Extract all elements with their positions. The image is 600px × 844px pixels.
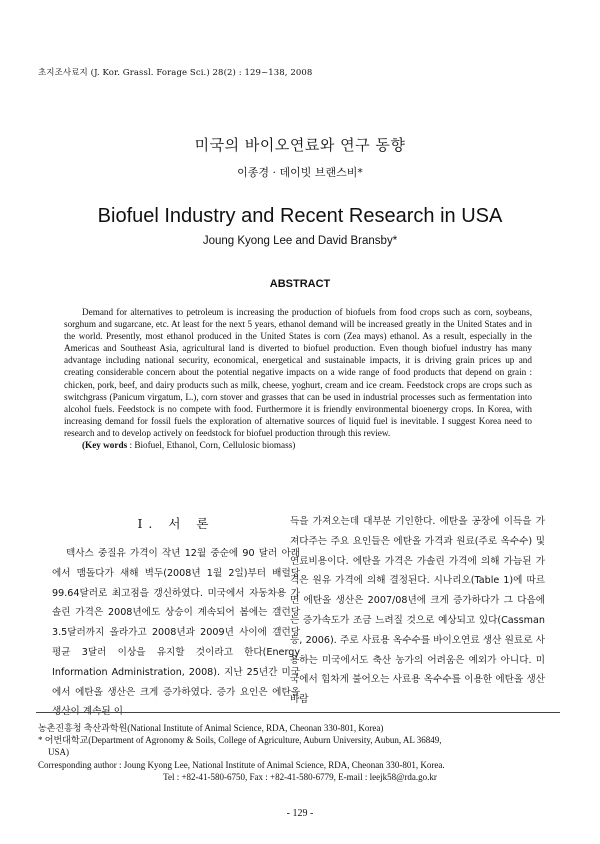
- page-number: - 129 -: [286, 808, 314, 819]
- footnote-contact: Tel : +82-41-580-6750, Fax : +82-41-580-6779, E-mail : leejk58@rda.go.kr: [163, 771, 437, 782]
- keywords: [64, 439, 532, 451]
- abstract-text: Demand for alternatives to petroleum is increasing the production of biofuels from food crops such as corn, soybeans, sorghum and sugarcane, etc. At least for the next 5 years, ethanol demand will be increased greatly in the United States and in the world. Presently, most ethanol produced in the United States is corn (Zea mays) ethanol. As a result, especially in the Americas and Southeast Asia, agricultural land is diverted to biofuel production. Even though biofuel industry has many advantage including national security, economical, energetical and sustainable impacts, it is driving grain prices up and creating considerable concern about the potential negative impacts on a wide range of food products that depend on grain : chicken, pork, beef, and dairy products such as milk, cheese, yoghurt, cream and ice cream. Feedstock crops are crops such as switchgrass (Panicum virgatum, L.), corn stover and grasses that can be used in industrial processes such as fermentation into alcohol fuels. Feedstock is no compete with food. Furthermore it is friendly environmental bioenergy crops. In Korea, with increasing demand for fossil fuels the exploration of alternative sources of liquid fuel is inevitable. I suggest Korea need to research and to develop actively on feedstock for biofuel production through this review.: [64, 307, 532, 438]
- journal-citation: 초지조사료지 (J. Kor. Grassl. Forage Sci.) 28(2) : 129~138, 2008: [38, 68, 313, 78]
- english-authors: Joung Kyong Lee and David Bransby*: [202, 235, 398, 247]
- footnotes: [38, 722, 562, 783]
- korean-title: 미국의 바이오연료와 연구 동향: [194, 136, 406, 154]
- korean-authors: 이종경 · 데이빗 브랜스비*: [237, 166, 363, 179]
- footnote-affiliation-2-cont: USA): [48, 747, 70, 758]
- english-title: Biofuel Industry and Recent Research in USA: [97, 205, 503, 227]
- abstract-heading: ABSTRACT: [269, 278, 331, 290]
- footnote-affiliation-2: * 어번대학교(Department of Agronomy & Soils, College of Agriculture, Auburn University, Aubun, AL 36849,: [38, 735, 442, 746]
- keywords-label: (Key words: [82, 440, 128, 451]
- section-heading-introduction: Ⅰ. 서 론: [137, 516, 215, 531]
- body-text-left: 텍사스 중질유 가격이 작년 12월 중순에 90 달러 아래에서 맴돌다가 새해 벽두(2008년 1월 2일)부터 배럴당 99.64달러로 최고점을 갱신하였다. 미국에서 자동차용 가솔린 가격은 2008년에도 상승이 계속되어 봄에는 갤런당 3.5달러까지 올라가고 2008년과 2009년 사이에 갤런당 평균 3달러 이상을 유지할 것이라고 한다(Energy Information Administration, 2008). 지난 25년간 미국에서 에탄올 생산은 크게 증가하였다. 증가 요인은 에탄올 생산이 계속된 이: [52, 548, 300, 718]
- left-column: [52, 512, 300, 722]
- footnote-affiliation-1: 농촌진흥청 축산과학원(National Institute of Animal Science, RDA, Cheonan 330-801, Korea): [38, 723, 384, 733]
- abstract-block: [64, 306, 532, 451]
- body-text-right: 득을 가져오는데 대부분 기인한다. 에탄올 공장에 이득을 가져다주는 주요 요인들은 에탄올 가격과 원료(주로 옥수수) 및 연료비용이다. 에탄올 가격은 가솔린 가격에 의해 가늠된 가격은 원유 가격에 의해 결정된다. 시나리오(Table 1)에 따르면 에탄올 생산은 2007/08년에 크게 증가하다가 그 다음에는 증가속도가 조금 느려질 것으로 예상되고 있다(Cassman 등, 2006). 주로 사료용 옥수수를 바이오연료 생산 원료로 사용하는 미국에서도 축산 농가의 어려움은 예외가 아니다. 미국에서 힘차게 불어오는 사료용 옥수수를 이용한 에탄올 생산 바람: [290, 516, 545, 706]
- right-column: [290, 512, 545, 710]
- footnote-divider: [36, 712, 560, 713]
- footnote-corresponding-author: Corresponding author : Joung Kyong Lee, National Institute of Animal Science, RDA, Cheonan 330-801, Korea.: [38, 759, 445, 770]
- keywords-text: : Biofuel, Ethanol, Corn, Cellulosic biomass): [127, 440, 296, 451]
